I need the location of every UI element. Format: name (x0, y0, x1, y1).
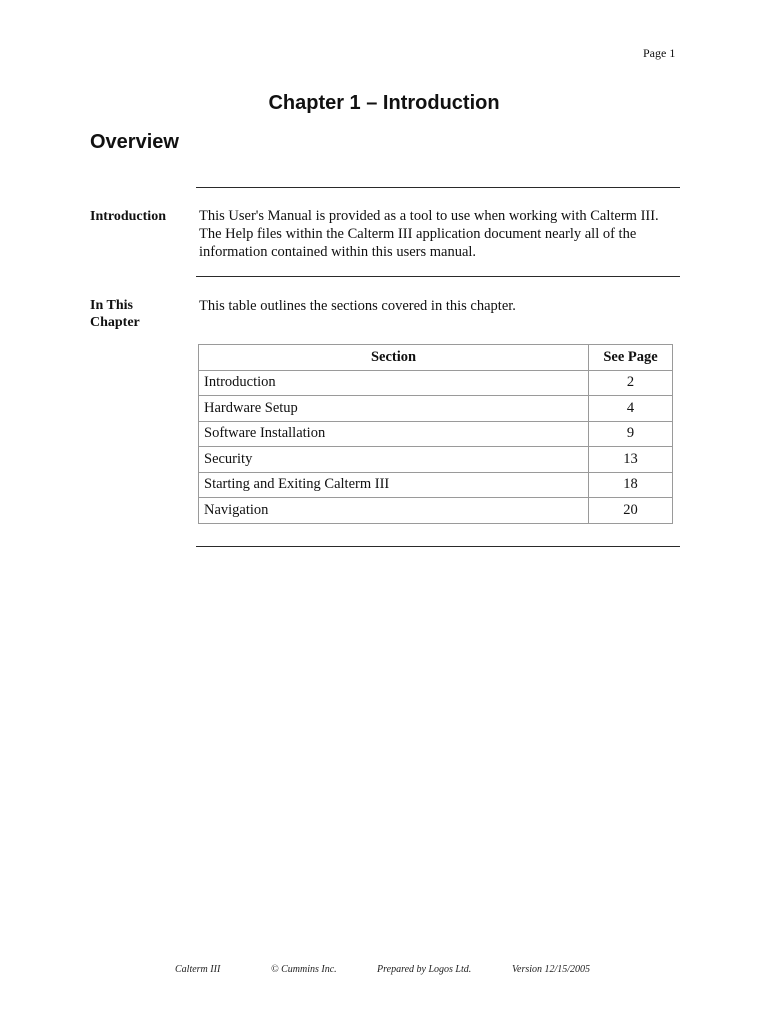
section-cell: Software Installation (199, 421, 589, 447)
page-cell: 9 (589, 421, 673, 447)
in-this-chapter-body: This table outlines the sections covered in this chapter. (199, 298, 516, 314)
footer-copyright: © Cummins Inc. (271, 964, 337, 975)
table-header-row (199, 345, 673, 371)
introduction-label: Introduction (90, 209, 166, 224)
table-row (199, 421, 673, 447)
page-cell: 13 (589, 447, 673, 473)
in-this-chapter-label: In This Chapter (90, 298, 140, 330)
column-header-section: Section (199, 345, 589, 371)
table-row (199, 472, 673, 498)
section-cell: Introduction (199, 370, 589, 396)
page-cell: 18 (589, 472, 673, 498)
section-cell: Security (199, 447, 589, 473)
page-cell: 4 (589, 396, 673, 422)
introduction-body: This User's Manual is provided as a tool to use when working with Calterm III. The Help files within the Calterm III application document nearly all of the information contained within this users manual. (199, 208, 659, 260)
section-cell: Navigation (199, 498, 589, 524)
divider-bottom (196, 546, 680, 547)
page-cell: 2 (589, 370, 673, 396)
page-cell: 20 (589, 498, 673, 524)
section-title: Overview (90, 131, 179, 153)
footer-version: Version 12/15/2005 (512, 964, 591, 975)
table-row (199, 370, 673, 396)
page-number: Page 1 (643, 46, 676, 60)
sections-table (198, 344, 673, 524)
section-cell: Hardware Setup (199, 396, 589, 422)
table-row (199, 447, 673, 473)
footer-product: Calterm III (175, 964, 221, 975)
table-row (199, 396, 673, 422)
section-cell: Starting and Exiting Calterm III (199, 472, 589, 498)
footer-prepared-by: Prepared by Logos Ltd. (377, 964, 472, 975)
table-row (199, 498, 673, 524)
chapter-title: Chapter 1 – Introduction (268, 92, 500, 114)
column-header-see-page: See Page (589, 345, 673, 371)
divider-top (196, 187, 680, 188)
divider-middle (196, 276, 680, 277)
